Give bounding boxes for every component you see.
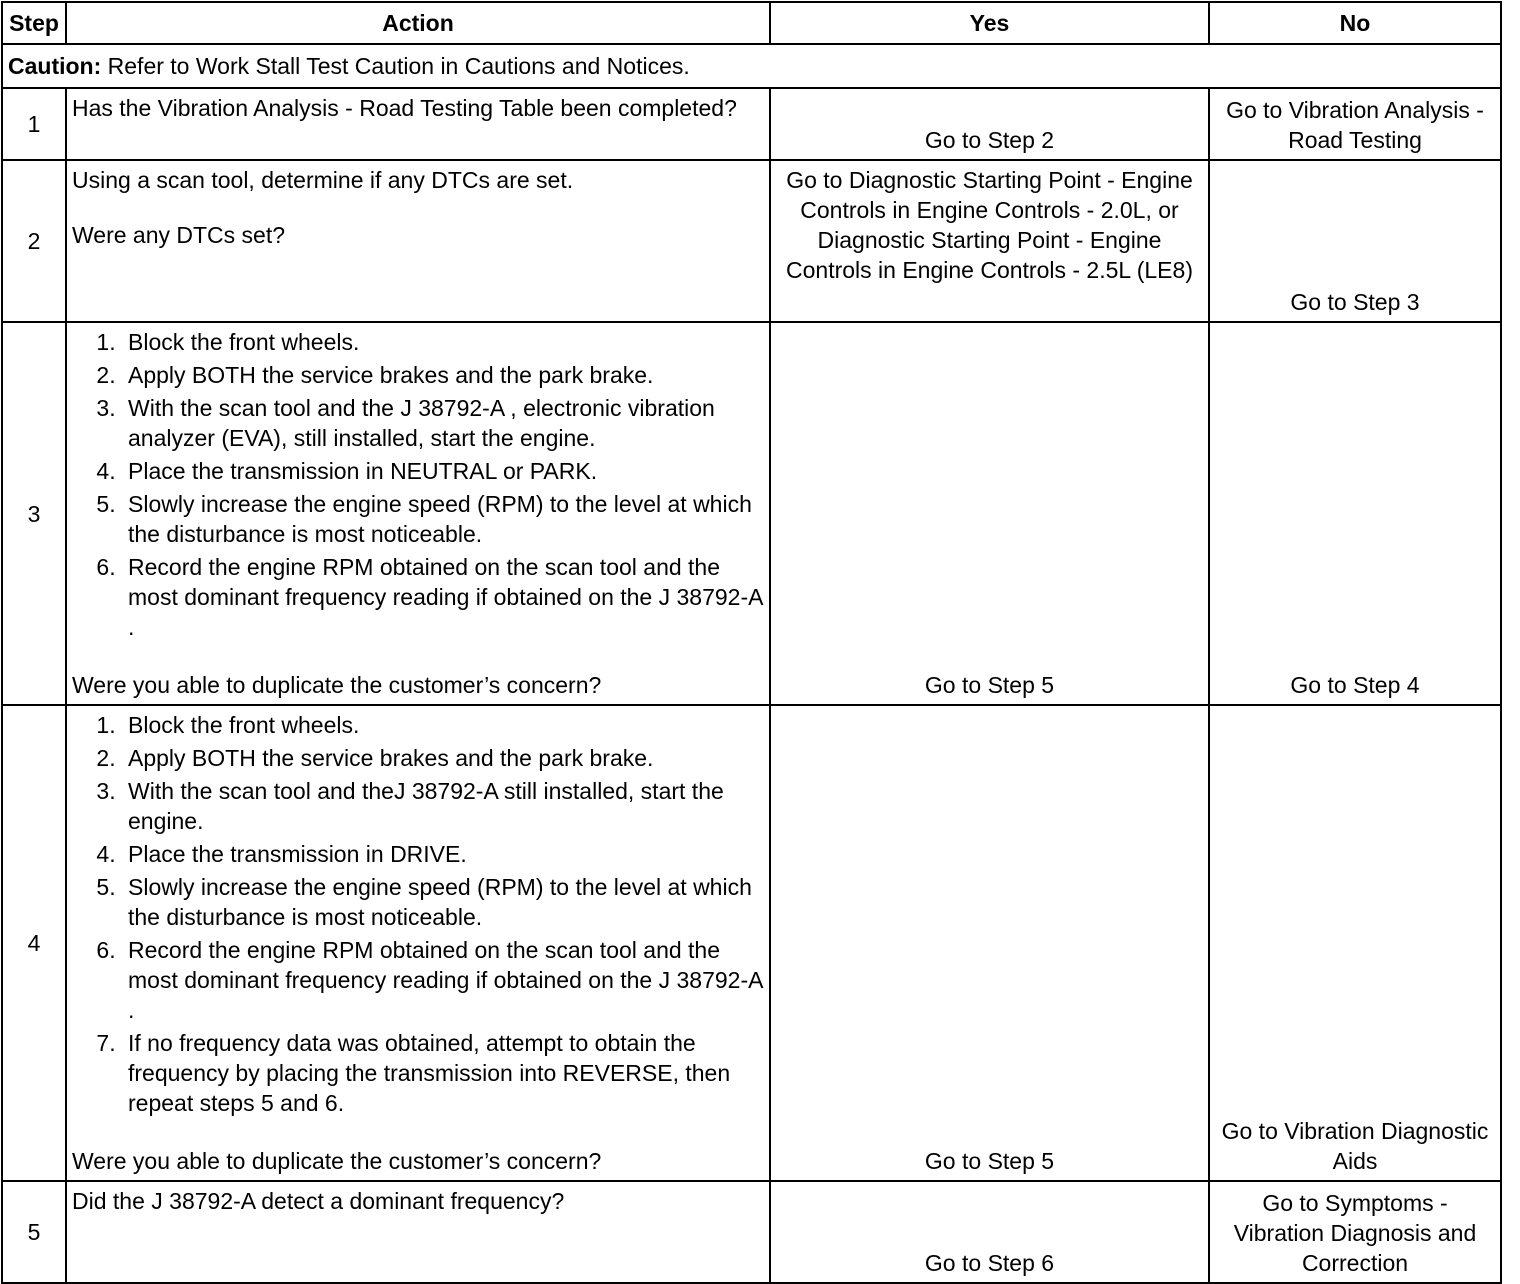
step-number: 5 — [2, 1181, 66, 1283]
action-cell — [66, 160, 770, 322]
list-item: 4. Place the transmission in DRIVE. — [122, 839, 764, 869]
caution-row — [2, 44, 1501, 88]
table-row — [2, 322, 1501, 705]
action-text: Using a scan tool, determine if any DTCs are set. — [72, 167, 574, 193]
list-item: 3. With the scan tool and the J 38792-A , electronic vibration analyzer (EVA), still installed, start the engine. — [122, 393, 764, 453]
table-row — [2, 1181, 1501, 1283]
list-item: 3. With the scan tool and theJ 38792-A still installed, start the engine. — [122, 776, 764, 836]
action-text: Has the Vibration Analysis - Road Testing Table been completed? — [66, 88, 770, 160]
yes-result: Go to Step 5 — [770, 322, 1209, 705]
caution-label: Caution: — [8, 53, 102, 79]
no-result: Go to Step 3 — [1209, 160, 1501, 322]
spacer — [72, 645, 764, 670]
step-number: 1 — [2, 88, 66, 160]
spacer — [72, 1121, 764, 1146]
action-question: Were you able to duplicate the customer’s concern? — [72, 672, 602, 698]
yes-result: Go to Step 5 — [770, 705, 1209, 1181]
caution-note — [2, 44, 1501, 88]
action-text: Did the J 38792-A detect a dominant frequency? — [66, 1181, 770, 1283]
list-item: 5. Slowly increase the engine speed (RPM) to the level at which the disturbance is most noticeable. — [122, 872, 764, 932]
no-result: Go to Symptoms - Vibration Diagnosis and Correction — [1209, 1181, 1501, 1283]
list-item: 6. Record the engine RPM obtained on the scan tool and the most dominant frequency reading if obtained on the J 38792-A . — [122, 935, 764, 1025]
diagnostic-table — [1, 1, 1502, 1284]
list-item: 7. If no frequency data was obtained, attempt to obtain the frequency by placing the transmission into REVERSE, then repeat steps 5 and 6. — [122, 1028, 764, 1118]
table-row — [2, 88, 1501, 160]
no-result: Go to Vibration Analysis - Road Testing — [1209, 88, 1501, 160]
list-item: 1. Block the front wheels. — [122, 327, 764, 357]
action-cell — [66, 705, 770, 1181]
no-result: Go to Step 4 — [1209, 322, 1501, 705]
table-row — [2, 160, 1501, 322]
list-item: 6. Record the engine RPM obtained on the scan tool and the most dominant frequency reading if obtained on the J 38792-A . — [122, 552, 764, 642]
yes-result: Go to Step 2 — [770, 88, 1209, 160]
header-step: Step — [2, 2, 66, 44]
step-number: 2 — [2, 160, 66, 322]
step-number: 3 — [2, 322, 66, 705]
action-steps-list — [72, 327, 764, 642]
list-item: 2. Apply BOTH the service brakes and the park brake. — [122, 360, 764, 390]
action-question: Were you able to duplicate the customer’s concern? — [72, 1148, 602, 1174]
action-cell — [66, 322, 770, 705]
no-result: Go to Vibration Diagnostic Aids — [1209, 705, 1501, 1181]
header-row — [2, 2, 1501, 44]
step-number: 4 — [2, 705, 66, 1181]
list-item: 5. Slowly increase the engine speed (RPM) to the level at which the disturbance is most noticeable. — [122, 489, 764, 549]
spacer — [72, 195, 764, 220]
yes-result: Go to Diagnostic Starting Point - Engine Controls in Engine Controls - 2.0L, or Diagnostic Starting Point - Engine Controls in Engine Controls - 2.5L (LE8) — [770, 160, 1209, 322]
list-item: 1. Block the front wheels. — [122, 710, 764, 740]
header-no: No — [1209, 2, 1501, 44]
caution-text: Refer to Work Stall Test Caution in Cautions and Notices. — [101, 53, 690, 79]
header-action: Action — [66, 2, 770, 44]
table-row — [2, 705, 1501, 1181]
yes-result: Go to Step 6 — [770, 1181, 1209, 1283]
header-yes: Yes — [770, 2, 1209, 44]
action-steps-list — [72, 710, 764, 1118]
list-item: 4. Place the transmission in NEUTRAL or PARK. — [122, 456, 764, 486]
action-question: Were any DTCs set? — [72, 222, 286, 248]
list-item: 2. Apply BOTH the service brakes and the park brake. — [122, 743, 764, 773]
